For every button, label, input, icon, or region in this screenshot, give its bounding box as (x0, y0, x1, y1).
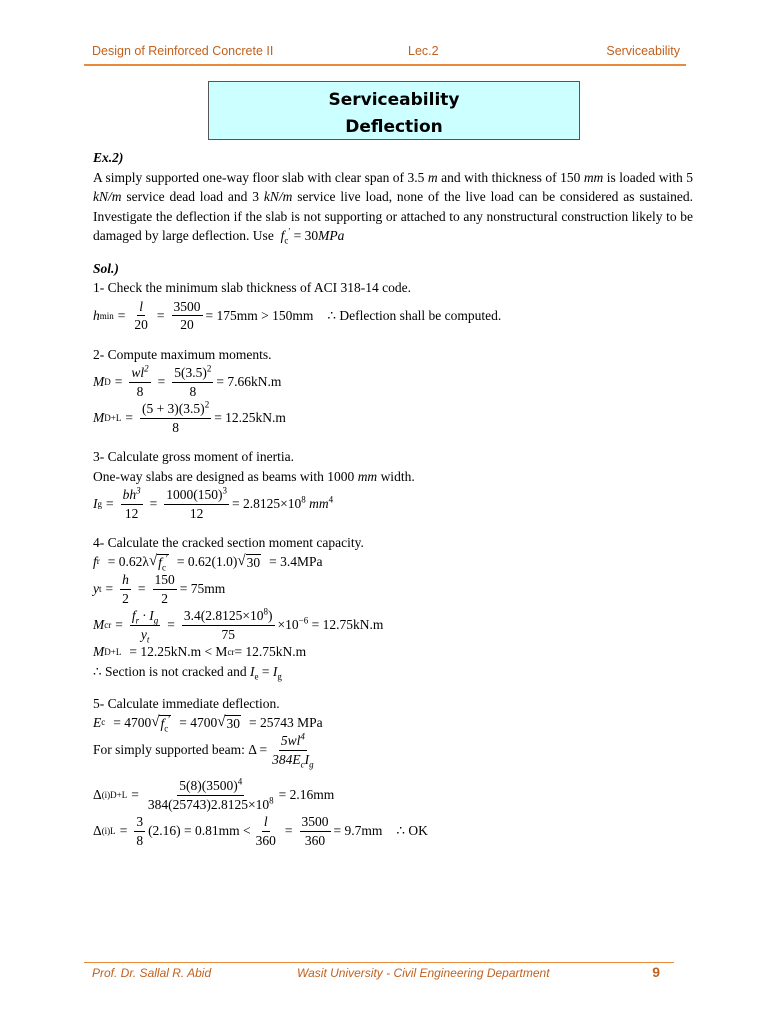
symbol: I (93, 496, 98, 512)
unit: m (427, 169, 438, 185)
conclusion: ∴ OK (396, 823, 428, 839)
step-3-heading: 3- Calculate gross moment of inertia. (93, 449, 294, 464)
section-title-box (208, 81, 580, 140)
square-root: √ $f_c'$ (148, 552, 168, 573)
square-root: √ 30 (217, 713, 240, 731)
fraction: $\frac{(5 + 3)(3.5)^2}{8}$ (141, 399, 210, 435)
equation-deflection-formula: For simply supported beam: Δ = $\frac{5wl^4}{384E_cI_g}$ (93, 731, 314, 770)
equation-gross-inertia: I g = $\frac{bh^3}{12}$ = $\frac{1000(150)^3}{12}$ = $2.8125\times 10^8$ $mm^4$ (93, 485, 334, 521)
unit: kN/m (93, 189, 122, 204)
fraction: $\frac{bh^3}{12}$ (122, 485, 141, 521)
result: = 75mm (179, 581, 226, 597)
footer-institution: Wasit University - Civil Engineering Department (297, 966, 550, 980)
result: $\times 10^{-6} = 12.75kN.m$ (277, 615, 384, 633)
equation-moment-dead: M D = $\frac{wl^2}{8}$ = $\frac{5(3.5)^2}{8}$ = 7.66kN.m (93, 363, 282, 399)
example-statement (93, 168, 693, 246)
fraction: $\frac{3}{8}$ (136, 814, 144, 848)
symbol: h (93, 307, 100, 323)
symbol: M (93, 410, 105, 426)
square-root: √ 30 (237, 552, 261, 570)
fraction: $\frac{5(3.5)^2}{8}$ (174, 363, 212, 399)
equation-deflection-total: Δ (i)D+L = $\frac{5(8)(3500)^4}{384(25743)2.8125\times 10^8}$ = 2.16mm (93, 776, 335, 812)
page-number: 9 (652, 964, 660, 980)
header-course-title: Design of Reinforced Concrete II (92, 44, 274, 58)
symbol: f (280, 228, 285, 243)
text-run: service live load, none of the live load can be considered as sustained. Investigate the deflection if the slab is not supporting or attached to any nonstructural construction likely to be damaged by large deflection. Use (93, 189, 693, 243)
page-content (93, 148, 693, 847)
step-4-conclusion: ∴ Section is not cracked and $I_e = I_g$ (93, 663, 282, 682)
fraction: $\frac{3500}{20}$ (173, 298, 201, 332)
equation-cracking-moment: M cr = $\frac{f_r \cdot I_g}{y_t}$ = $\frac{3.4(2.8125\times 10^8)}{75}$ $\times 10^{-6} = 12.75kN.m$ (93, 606, 384, 645)
equation-moment-total: M D+L = $\frac{(5 + 3)(3.5)^2}{8}$ = 12.25kN.m (93, 399, 286, 435)
equation-elastic-modulus: E c = 4700 √ $f_c'$ = 4700 √ 30 = 25743 MPa (93, 713, 323, 734)
solution-label: Sol.) (93, 260, 119, 276)
symbol: f (93, 553, 97, 569)
equation-modulus-rupture: f r = 0.62λ √ $f_c'$ = 0.62(1.0) √ 30 = 3.4MPa (93, 552, 323, 573)
header-lecture: Lec.2 (408, 44, 439, 58)
footer-author: Prof. Dr. Sallal R. Abid (92, 966, 212, 980)
subscript: c (284, 235, 289, 246)
equation-deflection-live: Δ (i)L = $\frac{3}{8}$ (2.16) = 0.81mm < $\frac{l}{360}$ = $\frac{3500}{360}$ = 9.7mm ∴ OK (93, 814, 428, 848)
step-2-heading: 2- Compute maximum moments. (93, 346, 272, 362)
fraction: $\frac{3500}{360}$ (301, 814, 329, 848)
equation-yt: y t = $\frac{h}{2}$ = $\frac{150}{2}$ = 75mm (93, 572, 226, 606)
step-1-heading: 1- Check the minimum slab thickness of ACI 318-14 code. (93, 280, 411, 295)
page-header (92, 44, 680, 64)
result: = 2.16mm (278, 787, 335, 803)
symbol: y (93, 581, 99, 597)
result: = $2.8125\times 10^8$ $mm^4$ (232, 494, 334, 512)
fraction: $\frac{f_r \cdot I_g}{y_t}$ (131, 608, 159, 645)
text-run: service dead load and 3 (121, 189, 264, 204)
prime: ′ (288, 226, 291, 237)
equation-h-min: h min = $\frac{l}{20}$ = $\frac{3500}{20}$ = 175mm > 150mm ∴ Deflection shall be computed. (93, 298, 502, 332)
fraction: $\frac{5(8)(3500)^4}{384(25743)2.8125\times 10^8}$ (147, 776, 274, 812)
step-4-heading: 4- Calculate the cracked section moment capacity. (93, 535, 364, 550)
symbol: M (93, 374, 105, 390)
title-line-2: Deflection (345, 117, 443, 137)
page-footer (92, 966, 660, 984)
result: = 12.25kN.m (214, 410, 286, 426)
fraction: $\frac{3.4(2.8125\times 10^8)}{75}$ (183, 606, 273, 642)
fraction: $\frac{150}{2}$ (154, 572, 175, 606)
fraction: $\frac{l}{360}$ (255, 814, 276, 848)
result: = 3.4MPa (269, 553, 323, 569)
example-label: Ex.2) (93, 150, 124, 165)
result: = 175mm > 150mm (205, 307, 314, 323)
fraction: $\frac{1000(150)^3}{12}$ (166, 485, 227, 521)
text-run: and with thickness of 150 (437, 169, 584, 185)
title-line-1: Serviceability (328, 90, 460, 110)
unit: kN/m (263, 189, 293, 204)
fraction: $\frac{5wl^4}{384E_cI_g}$ (272, 731, 314, 770)
text-run: A simply supported one-way floor slab with clear span of 3.5 (93, 169, 428, 185)
fraction: $\frac{wl^2}{8}$ (131, 363, 149, 399)
square-root: √ $f_c'$ (151, 713, 171, 734)
symbol: M (93, 617, 105, 633)
unit: MPa (318, 228, 345, 243)
fraction: $\frac{l}{20}$ (134, 298, 148, 332)
conclusion: ∴ Deflection shall be computed. (327, 307, 502, 323)
fraction: $\frac{h}{2}$ (122, 572, 129, 606)
footer-divider (84, 962, 674, 963)
header-divider (84, 64, 686, 66)
unit: mm (583, 169, 604, 185)
step-5-heading: 5- Calculate immediate deflection. (93, 696, 280, 711)
step-3-note: One-way slabs are designed as beams with 1000 mm width. (93, 468, 415, 484)
header-topic: Serviceability (606, 44, 680, 58)
text-run: = 30 (290, 228, 319, 243)
text-run: is loaded with 5 (603, 169, 693, 185)
equation-moment-comparison: M D+L = 12.25kN.m < M cr = 12.75kN.m (93, 644, 307, 659)
result: = 9.7mm (333, 823, 383, 839)
result: = 25743 MPa (248, 714, 323, 730)
result: = 7.66kN.m (216, 374, 282, 390)
